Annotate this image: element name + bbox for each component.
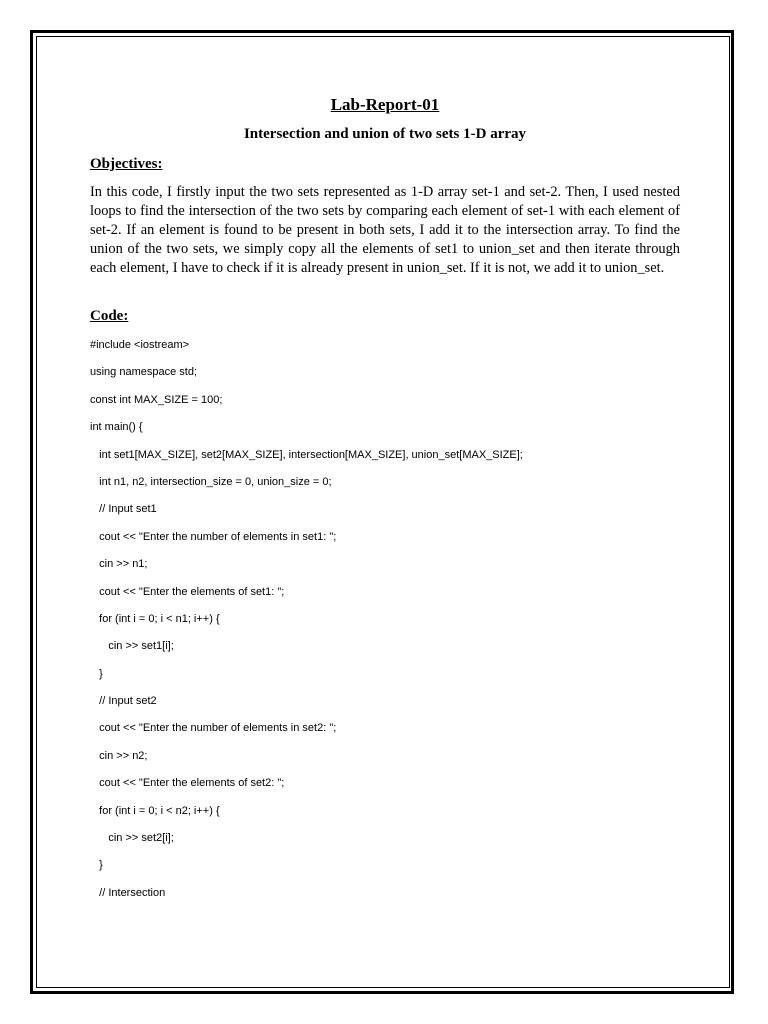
code-line: int set1[MAX_SIZE], set2[MAX_SIZE], intersection[MAX_SIZE], union_set[MAX_SIZE];	[90, 448, 523, 461]
report-subtitle: Intersection and union of two sets 1-D array	[243, 126, 527, 142]
code-block	[90, 332, 680, 907]
code-line: cin >> n1;	[90, 558, 148, 571]
code-line: cin >> set2[i];	[90, 832, 174, 845]
code-line: const int MAX_SIZE = 100;	[90, 393, 223, 406]
code-line: #include <iostream>	[90, 339, 190, 351]
objectives-heading: Objectives:	[90, 156, 163, 172]
code-line: int main() {	[90, 421, 143, 434]
code-line: // Input set1	[90, 503, 157, 516]
code-line: cout << "Enter the elements of set2: ";	[90, 777, 285, 790]
document-content	[90, 92, 680, 907]
code-line: cin >> n2;	[90, 749, 148, 762]
code-line: // Input set2	[90, 695, 157, 708]
code-line: for (int i = 0; i < n1; i++) {	[90, 612, 220, 625]
report-title: Lab-Report-01	[330, 95, 440, 114]
code-line: using namespace std;	[90, 366, 198, 379]
code-line: for (int i = 0; i < n2; i++) {	[90, 804, 220, 817]
code-line: }	[90, 859, 103, 872]
code-line: int n1, n2, intersection_size = 0, union_size = 0;	[90, 475, 332, 488]
code-line: cin >> set1[i];	[90, 640, 174, 653]
code-line: }	[90, 667, 103, 680]
code-heading: Code:	[90, 308, 129, 324]
code-line: cout << "Enter the elements of set1: ";	[90, 585, 285, 598]
code-line: cout << "Enter the number of elements in set1: ";	[90, 530, 337, 543]
objectives-paragraph: In this code, I firstly input the two sets represented as 1-D array set-1 and set-2. Then, I used nested loops to find the intersection of the two sets by comparing each element of set-1 with each element of set-2. If an element is found to be present in both sets, I add it to the intersection array. To find the union of the two sets, we simply copy all the elements of set1 to union_set and then iterate through each element, I have to check if it is already present in union_set. If it is not, we add it to union_set.	[90, 184, 680, 276]
code-line: // Intersection	[90, 886, 166, 899]
code-line: cout << "Enter the number of elements in set2: ";	[90, 722, 337, 735]
